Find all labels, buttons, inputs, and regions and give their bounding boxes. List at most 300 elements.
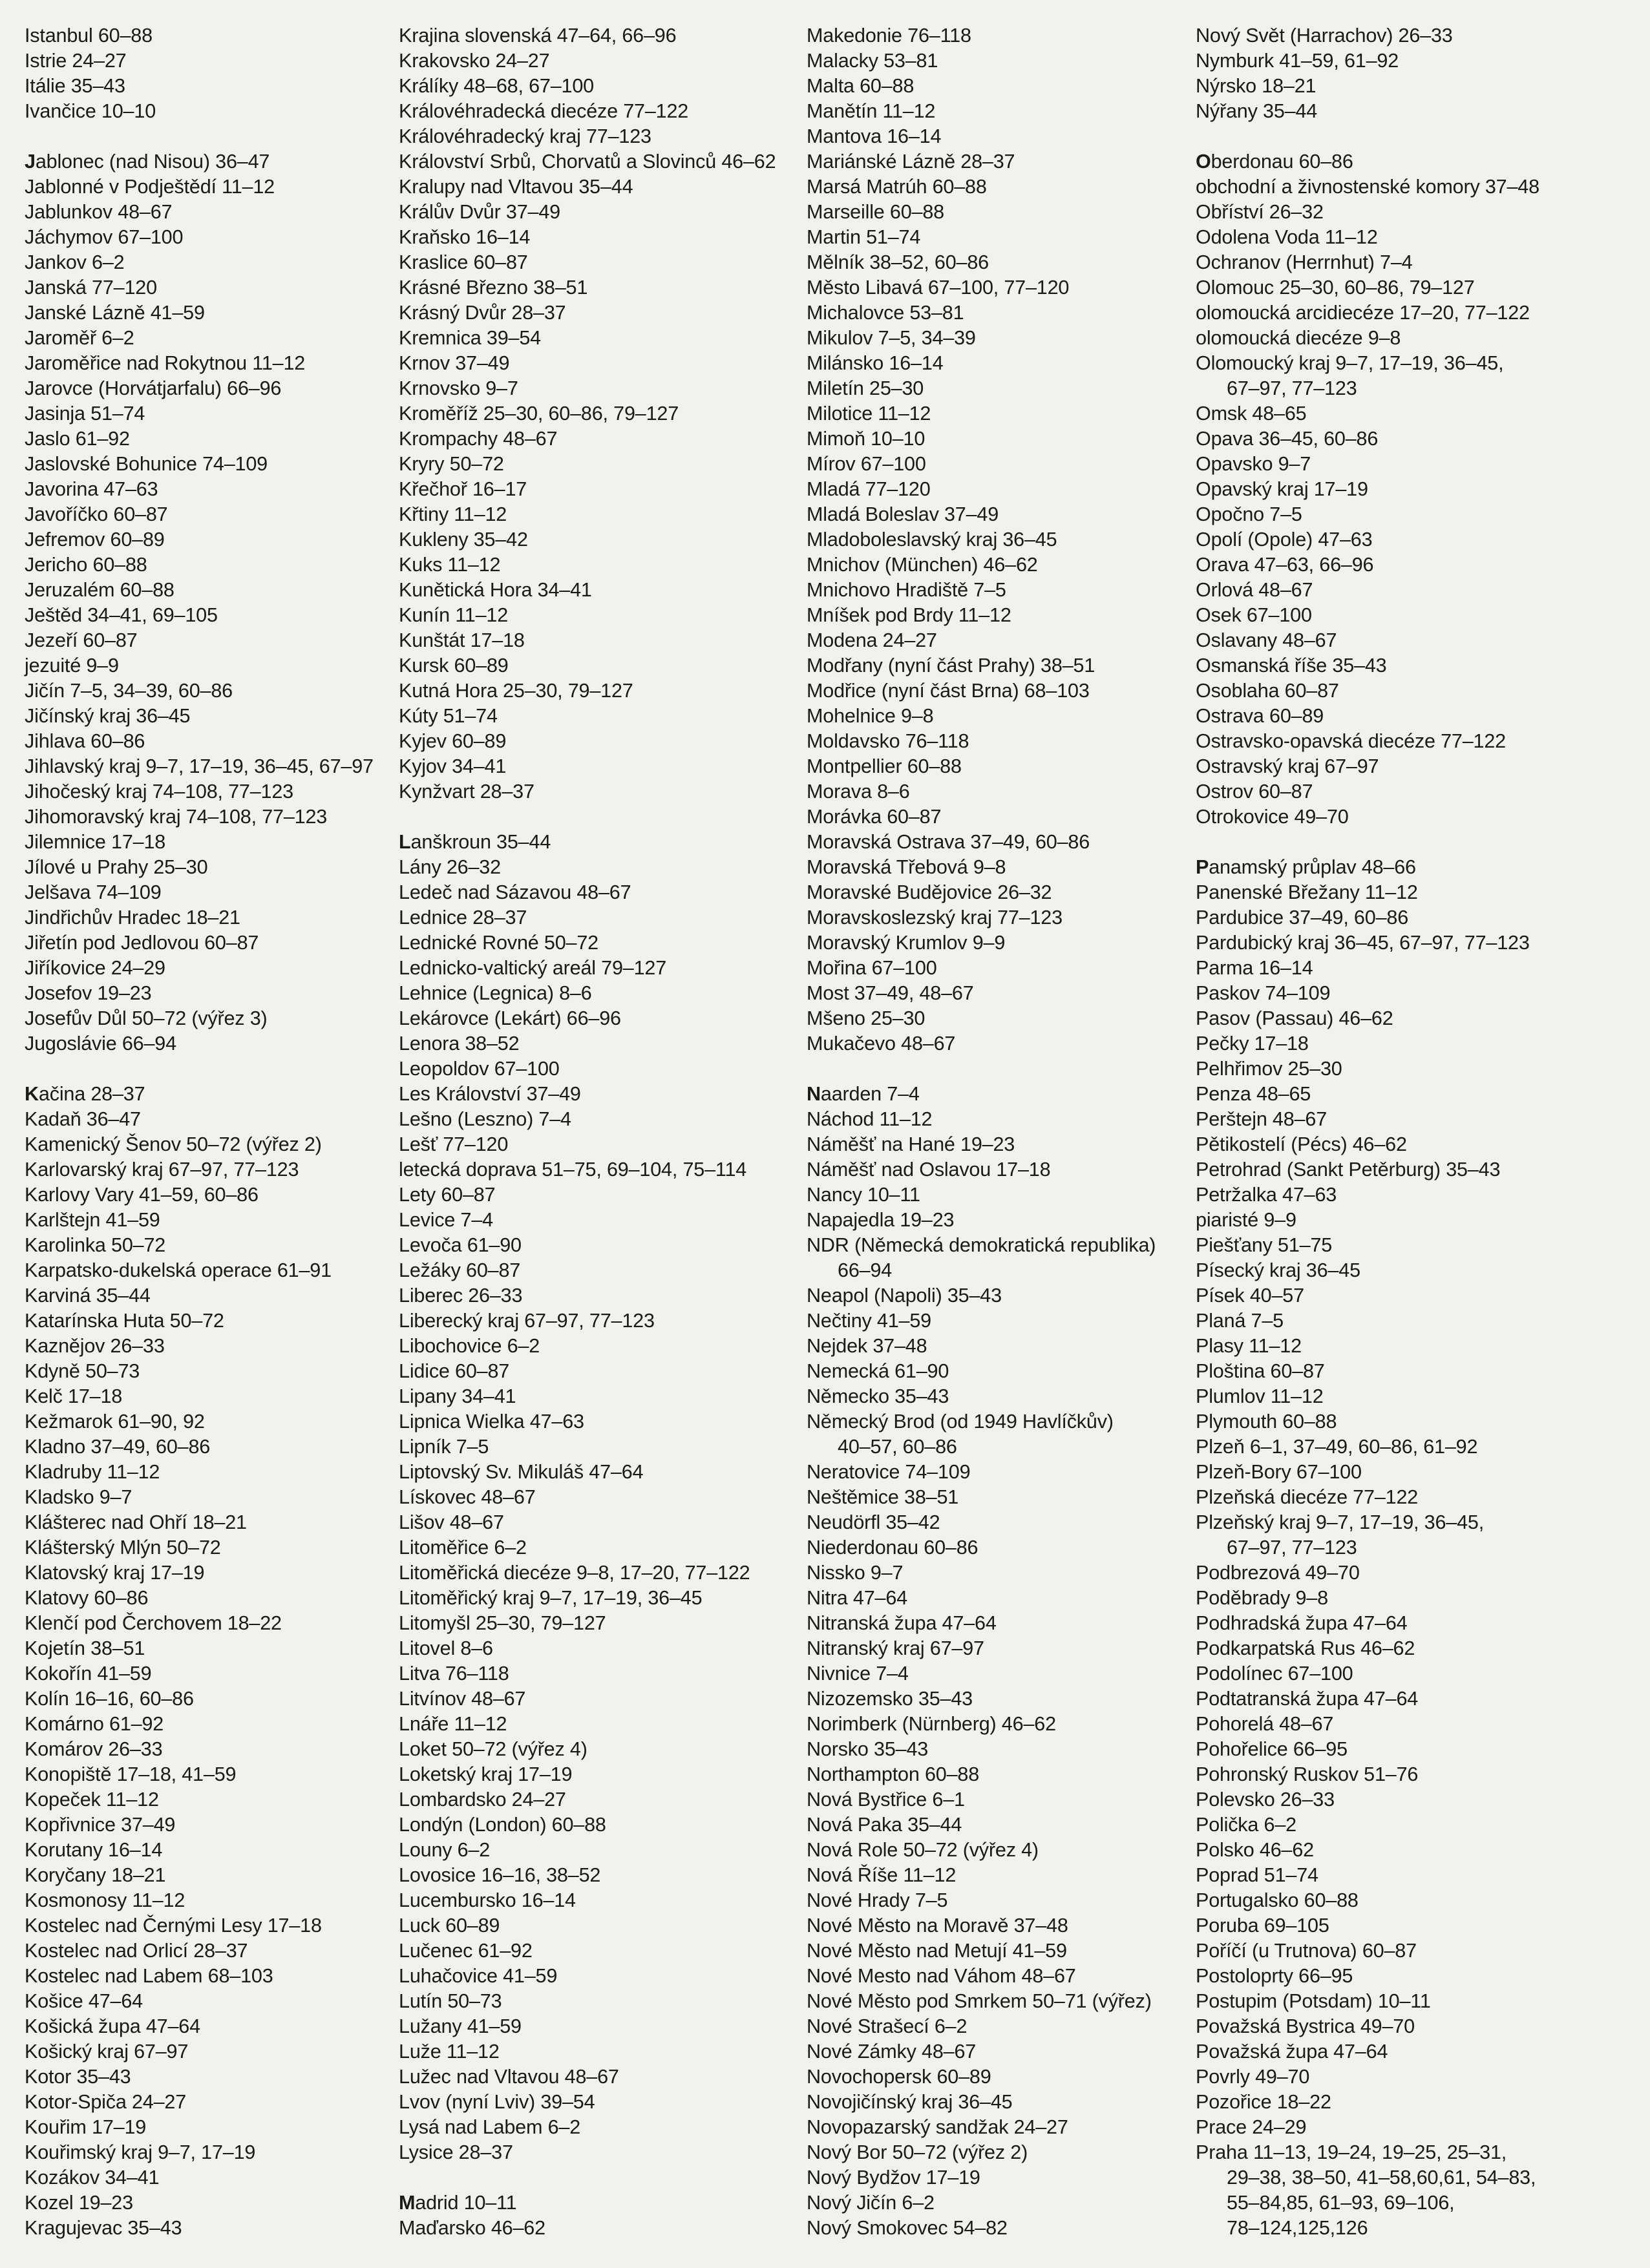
index-entry: Ochranov (Herrnhut) 7–4 — [1196, 251, 1413, 273]
index-entry: Litoměřice 6–2 — [399, 1537, 527, 1559]
index-entry: Nová Bystřice 6–1 — [807, 1789, 965, 1811]
index-entry: Kynžvart 28–37 — [399, 781, 534, 803]
index-entry: Nivnice 7–4 — [807, 1663, 909, 1685]
index-entry: Londýn (London) 60–88 — [399, 1814, 606, 1836]
index-entry-continuation: 67–97, 77–123 — [1227, 1537, 1357, 1559]
index-entry: Neapol (Napoli) 35–43 — [807, 1285, 1002, 1307]
index-entry: Košický kraj 67–97 — [25, 2041, 189, 2063]
index-entry: Klenčí pod Čerchovem 18–22 — [25, 1612, 282, 1634]
index-entry: Plasy 11–12 — [1196, 1335, 1302, 1357]
index-entry: Mělník 38–52, 60–86 — [807, 251, 989, 273]
index-entry: Istanbul 60–88 — [25, 25, 153, 47]
index-entry: Království Srbů, Chorvatů a Slovinců 46–62 — [399, 151, 776, 173]
index-entry: Lanškroun 35–44 — [399, 831, 551, 853]
index-entry: Mírov 67–100 — [807, 453, 926, 475]
index-entry: Luck 60–89 — [399, 1915, 500, 1937]
index-entry: Královéhradecký kraj 77–123 — [399, 125, 651, 147]
index-entry: Northampton 60–88 — [807, 1763, 980, 1785]
index-entry: Jihočeský kraj 74–108, 77–123 — [25, 781, 293, 803]
index-entry: Liberecký kraj 67–97, 77–123 — [399, 1310, 655, 1332]
index-entry: Lipník 7–5 — [399, 1436, 489, 1458]
index-entry: Německo 35–43 — [807, 1385, 949, 1407]
index-entry: Kuks 11–12 — [399, 554, 501, 576]
index-entry: Lekárovce (Lekárt) 66–96 — [399, 1007, 621, 1029]
index-entry: Mladá Boleslav 37–49 — [807, 503, 999, 525]
index-entry: Litoměřický kraj 9–7, 17–19, 36–45 — [399, 1587, 703, 1609]
index-entry: Lužany 41–59 — [399, 2015, 522, 2037]
index-entry: Libochovice 6–2 — [399, 1335, 540, 1357]
index-entry: Jugoslávie 66–94 — [25, 1033, 176, 1055]
index-entry: Náchod 11–12 — [807, 1108, 933, 1130]
index-entry: Pardubice 37–49, 60–86 — [1196, 907, 1409, 929]
index-entry: Klatovy 60–86 — [25, 1587, 149, 1609]
index-entry: Lombardsko 24–27 — [399, 1789, 566, 1811]
index-entry: Pohořelice 66–95 — [1196, 1738, 1348, 1760]
index-entry: Malacky 53–81 — [807, 50, 938, 72]
index-entry: Jílové u Prahy 25–30 — [25, 856, 208, 878]
index-entry: Neratovice 74–109 — [807, 1461, 971, 1483]
index-entry: Mikulov 7–5, 34–39 — [807, 327, 976, 349]
index-entry: Kamenický Šenov 50–72 (výřez 2) — [25, 1133, 322, 1155]
index-entry: Opavsko 9–7 — [1196, 453, 1311, 475]
index-entry: Nové Město pod Smrkem 50–71 (výřez) — [807, 1990, 1152, 2012]
index-entry: piaristé 9–9 — [1196, 1209, 1296, 1231]
index-entry: Křtiny 11–12 — [399, 503, 507, 525]
index-entry: Ostravsko-opavská diecéze 77–122 — [1196, 730, 1506, 752]
index-entry: Ploština 60–87 — [1196, 1360, 1325, 1382]
index-entry: olomoucká diecéze 9–8 — [1196, 327, 1401, 349]
index-entry: Lešť 77–120 — [399, 1133, 509, 1155]
index-entry: Lednice 28–37 — [399, 907, 527, 929]
index-entry: Krnov 37–49 — [399, 352, 510, 374]
index-entry: Jičínský kraj 36–45 — [25, 705, 191, 727]
index-entry: Nitranská župa 47–64 — [807, 1612, 997, 1634]
index-entry: jezuité 9–9 — [25, 655, 119, 677]
index-entry: Praha 11–13, 19–24, 19–25, 25–31, — [1196, 2141, 1507, 2163]
index-entry: Morava 8–6 — [807, 781, 910, 803]
index-entry: Klatovský kraj 17–19 — [25, 1562, 205, 1584]
index-entry: Koryčany 18–21 — [25, 1864, 166, 1886]
index-entry: obchodní a živnostenské komory 37–48 — [1196, 176, 1539, 198]
index-entry: Kozel 19–23 — [25, 2192, 133, 2214]
index-entry: Lučenec 61–92 — [399, 1940, 533, 1962]
index-entry: Niederdonau 60–86 — [807, 1537, 978, 1559]
index-entry: Poruba 69–105 — [1196, 1915, 1329, 1937]
index-entry: Lvov (nyní Lviv) 39–54 — [399, 2091, 595, 2113]
index-entry: Nejdek 37–48 — [807, 1335, 927, 1357]
index-entry: Moravské Budějovice 26–32 — [807, 881, 1052, 903]
index-entry: Lány 26–32 — [399, 856, 501, 878]
index-entry: Jeruzalém 60–88 — [25, 579, 175, 601]
index-entry: Luže 11–12 — [399, 2041, 500, 2063]
index-entry: Odolena Voda 11–12 — [1196, 226, 1378, 248]
index-entry: Lysice 28–37 — [399, 2141, 513, 2163]
index-entry: Josefov 19–23 — [25, 982, 152, 1004]
index-entry: Postoloprty 66–95 — [1196, 1965, 1353, 1987]
index-entry: Polsko 46–62 — [1196, 1839, 1314, 1861]
index-entry: Olomoucký kraj 9–7, 17–19, 36–45, — [1196, 352, 1504, 374]
index-entry: Kralupy nad Vltavou 35–44 — [399, 176, 633, 198]
index-entry-continuation: 29–38, 38–50, 41–58,60,61, 54–83, — [1227, 2167, 1536, 2189]
index-entry: Německý Brod (od 1949 Havlíčkův) — [807, 1411, 1114, 1433]
index-entry: Pelhřimov 25–30 — [1196, 1058, 1342, 1080]
index-column-1 — [25, 23, 386, 2241]
index-entry: Kouřimský kraj 9–7, 17–19 — [25, 2141, 256, 2163]
index-entry: Plzeň-Bory 67–100 — [1196, 1461, 1362, 1483]
index-entry: Orlová 48–67 — [1196, 579, 1313, 601]
index-entry: Milánsko 16–14 — [807, 352, 944, 374]
index-entry: Kúty 51–74 — [399, 705, 498, 727]
index-entry: Kutná Hora 25–30, 79–127 — [399, 680, 633, 702]
index-entry: Nizozemsko 35–43 — [807, 1688, 973, 1710]
index-entry: Kunětická Hora 34–41 — [399, 579, 592, 601]
index-entry: Pohronský Ruskov 51–76 — [1196, 1763, 1419, 1785]
index-entry: Kostelec nad Černými Lesy 17–18 — [25, 1915, 322, 1937]
index-entry: Kladno 37–49, 60–86 — [25, 1436, 211, 1458]
index-entry: Jihlava 60–86 — [25, 730, 145, 752]
index-entry: Jablonec (nad Nisou) 36–47 — [25, 151, 270, 173]
index-entry: Komárov 26–33 — [25, 1738, 163, 1760]
index-entry: Mukačevo 48–67 — [807, 1033, 956, 1055]
index-entry: Lovosice 16–16, 38–52 — [399, 1864, 601, 1886]
index-entry: Kosmonosy 11–12 — [25, 1889, 185, 1911]
index-entry: Pozořice 18–22 — [1196, 2091, 1331, 2113]
index-entry: Jilemnice 17–18 — [25, 831, 166, 853]
index-entry: Levice 7–4 — [399, 1209, 493, 1231]
index-entry: Nissko 9–7 — [807, 1562, 904, 1584]
index-entry: Kojetín 38–51 — [25, 1637, 145, 1659]
index-entry: Levoča 61–90 — [399, 1234, 522, 1256]
index-entry: Novopazarský sandžak 24–27 — [807, 2116, 1068, 2138]
index-entry: Malta 60–88 — [807, 75, 915, 97]
index-entry: Plzeň 6–1, 37–49, 60–86, 61–92 — [1196, 1436, 1478, 1458]
index-entry: Lidice 60–87 — [399, 1360, 510, 1382]
index-entry: Moravskoslezský kraj 77–123 — [807, 907, 1063, 929]
index-entry: Košice 47–64 — [25, 1990, 143, 2012]
index-entry: Moravská Třebová 9–8 — [807, 856, 1006, 878]
index-entry: Poděbrady 9–8 — [1196, 1587, 1328, 1609]
index-entry: Kotor-Spiča 24–27 — [25, 2091, 187, 2113]
index-entry: Jiřetín pod Jedlovou 60–87 — [25, 932, 259, 954]
index-entry: Ledeč nad Sázavou 48–67 — [399, 881, 631, 903]
index-entry: Ostrov 60–87 — [1196, 781, 1313, 803]
index-entry: Podkarpatská Rus 46–62 — [1196, 1637, 1415, 1659]
index-entry: Lenora 38–52 — [399, 1033, 520, 1055]
index-entry: Lysá nad Labem 6–2 — [399, 2116, 581, 2138]
index-entry: Mariánské Lázně 28–37 — [807, 151, 1015, 173]
index-entry: Nový Svět (Harrachov) 26–33 — [1196, 25, 1453, 47]
index-entry-continuation: 78–124,125,126 — [1227, 2217, 1368, 2239]
index-entry: Jezeří 60–87 — [25, 629, 138, 651]
index-entry: Nová Role 50–72 (výřez 4) — [807, 1839, 1039, 1861]
index-entry: Obříství 26–32 — [1196, 201, 1324, 223]
index-entry: Katarínska Huta 50–72 — [25, 1310, 224, 1332]
index-entry: Moldavsko 76–118 — [807, 730, 969, 752]
index-entry: Omsk 48–65 — [1196, 403, 1307, 425]
index-entry: Novojičínský kraj 36–45 — [807, 2091, 1013, 2113]
index-entry: Naarden 7–4 — [807, 1083, 920, 1105]
index-entry-continuation: 67–97, 77–123 — [1227, 377, 1357, 399]
index-entry: Kačina 28–37 — [25, 1083, 145, 1105]
index-entry: Náměšť na Hané 19–23 — [807, 1133, 1015, 1155]
index-entry: Krajina slovenská 47–64, 66–96 — [399, 25, 677, 47]
index-entry: Litoměřická diecéze 9–8, 17–20, 77–122 — [399, 1562, 750, 1584]
index-entry: Polevsko 26–33 — [1196, 1789, 1335, 1811]
index-entry: Portugalsko 60–88 — [1196, 1889, 1359, 1911]
index-entry: Michalovce 53–81 — [807, 302, 964, 324]
index-entry: Nancy 10–11 — [807, 1184, 920, 1206]
index-entry: Neštěmice 38–51 — [807, 1486, 959, 1508]
index-entry: Kostelec nad Orlicí 28–37 — [25, 1940, 248, 1962]
index-entry: Nečtiny 41–59 — [807, 1310, 931, 1332]
index-entry: Karpatsko-dukelská operace 61–91 — [25, 1259, 332, 1281]
index-entry: Moravská Ostrava 37–49, 60–86 — [807, 831, 1090, 853]
index-entry: Oberdonau 60–86 — [1196, 151, 1353, 173]
index-entry: Postupim (Potsdam) 10–11 — [1196, 1990, 1431, 2012]
index-entry: Marseille 60–88 — [807, 201, 944, 223]
index-entry: Kladruby 11–12 — [25, 1461, 160, 1483]
index-entry: Nový Bydžov 17–19 — [807, 2167, 980, 2189]
index-entry: Josefův Důl 50–72 (výřez 3) — [25, 1007, 268, 1029]
index-entry: Kozákov 34–41 — [25, 2167, 160, 2189]
index-entry: Petržalka 47–63 — [1196, 1184, 1337, 1206]
index-entry: Panenské Břežany 11–12 — [1196, 881, 1418, 903]
index-entry: Kotor 35–43 — [25, 2066, 131, 2088]
index-entry: Opava 36–45, 60–86 — [1196, 428, 1379, 450]
index-entry: Podtatranská župa 47–64 — [1196, 1688, 1419, 1710]
index-entry: Jasinja 51–74 — [25, 403, 145, 425]
index-entry: Mantova 16–14 — [807, 125, 942, 147]
index-entry: Nový Bor 50–72 (výřez 2) — [807, 2141, 1028, 2163]
index-entry: Lipany 34–41 — [399, 1385, 516, 1407]
index-entry: Jaroměřice nad Rokytnou 11–12 — [25, 352, 306, 374]
index-entry: Petrohrad (Sankt Petěrburg) 35–43 — [1196, 1159, 1501, 1181]
index-entry: Košická župa 47–64 — [25, 2015, 200, 2037]
index-entry: Ležáky 60–87 — [399, 1259, 521, 1281]
index-entry: Jičín 7–5, 34–39, 60–86 — [25, 680, 233, 702]
index-entry: Považská Bystrica 49–70 — [1196, 2015, 1415, 2037]
index-entry: Litvínov 48–67 — [399, 1688, 526, 1710]
index-entry: Lišov 48–67 — [399, 1511, 504, 1533]
index-entry: Janské Lázně 41–59 — [25, 302, 205, 324]
index-column-4 — [1196, 23, 1609, 2241]
index-entry: Náměšť nad Oslavou 17–18 — [807, 1159, 1051, 1181]
index-entry: Miletín 25–30 — [807, 377, 924, 399]
index-entry: Javoříčko 60–87 — [25, 503, 168, 525]
index-entry: Kdyně 50–73 — [25, 1360, 140, 1382]
index-entry-continuation: 66–94 — [838, 1259, 893, 1281]
index-entry: Mimoň 10–10 — [807, 428, 925, 450]
index-entry: Kragujevac 35–43 — [25, 2217, 182, 2239]
index-entry: Kraslice 60–87 — [399, 251, 528, 273]
index-entry: Otrokovice 49–70 — [1196, 806, 1349, 828]
index-entry: Králův Dvůr 37–49 — [399, 201, 560, 223]
index-entry: Penza 48–65 — [1196, 1083, 1311, 1105]
index-entry: Nové Město nad Metují 41–59 — [807, 1940, 1067, 1962]
index-entry: Karolinka 50–72 — [25, 1234, 166, 1256]
index-entry: Milotice 11–12 — [807, 403, 931, 425]
index-entry: Plumlov 11–12 — [1196, 1385, 1324, 1407]
index-entry: Město Libavá 67–100, 77–120 — [807, 277, 1070, 299]
index-entry: Neudörfl 35–42 — [807, 1511, 940, 1533]
index-entry: Kroměříž 25–30, 60–86, 79–127 — [399, 403, 679, 425]
index-entry: Lednické Rovné 50–72 — [399, 932, 598, 954]
index-entry: Luhačovice 41–59 — [399, 1965, 558, 1987]
index-entry: Nové Zámky 48–67 — [807, 2041, 977, 2063]
index-entry: Pardubický kraj 36–45, 67–97, 77–123 — [1196, 932, 1530, 954]
index-entry: Lety 60–87 — [399, 1184, 496, 1206]
index-entry: Nové Mesto nad Váhom 48–67 — [807, 1965, 1076, 1987]
index-entry: Kursk 60–89 — [399, 655, 509, 677]
index-entry: Kouřim 17–19 — [25, 2116, 147, 2138]
index-entry: Lužec nad Vltavou 48–67 — [399, 2066, 619, 2088]
index-entry: Pětikostelí (Pécs) 46–62 — [1196, 1133, 1407, 1155]
index-entry: Liberec 26–33 — [399, 1285, 523, 1307]
index-entry: Kostelec nad Labem 68–103 — [25, 1965, 273, 1987]
index-entry: Javorina 47–63 — [25, 478, 158, 500]
index-entry: Perštejn 48–67 — [1196, 1108, 1327, 1130]
index-entry: Ostrava 60–89 — [1196, 705, 1324, 727]
index-entry: Jablonné v Podještědí 11–12 — [25, 176, 275, 198]
index-entry: Písecký kraj 36–45 — [1196, 1259, 1360, 1281]
index-entry: Martin 51–74 — [807, 226, 921, 248]
index-entry: Pečky 17–18 — [1196, 1033, 1309, 1055]
index-entry: Kladsko 9–7 — [25, 1486, 132, 1508]
index-entry: Mnichov (München) 46–62 — [807, 554, 1038, 576]
index-entry: Modřice (nyní část Brna) 68–103 — [807, 680, 1090, 702]
index-entry: Nový Smokovec 54–82 — [807, 2217, 1008, 2239]
index-entry: Podhradská župa 47–64 — [1196, 1612, 1408, 1634]
index-entry: Novochopersk 60–89 — [807, 2066, 991, 2088]
index-entry: Plzeňská diecéze 77–122 — [1196, 1486, 1419, 1508]
index-entry: Jindřichův Hradec 18–21 — [25, 907, 240, 929]
index-entry: Jarovce (Horvátjarfalu) 66–96 — [25, 377, 282, 399]
index-entry: Kopeček 11–12 — [25, 1789, 159, 1811]
index-entry: Jaslo 61–92 — [25, 428, 130, 450]
index-entry: Kryry 50–72 — [399, 453, 504, 475]
index-entry: Mořina 67–100 — [807, 957, 937, 979]
index-entry: Litomyšl 25–30, 79–127 — [399, 1612, 606, 1634]
index-entry: Lednicko-valtický areál 79–127 — [399, 957, 667, 979]
index-entry: Lutín 50–73 — [399, 1990, 502, 2012]
index-entry: Krakovsko 24–27 — [399, 50, 550, 72]
index-entry: Modřany (nyní část Prahy) 38–51 — [807, 655, 1095, 677]
index-entry: Komárno 61–92 — [25, 1713, 164, 1735]
index-entry: Lískovec 48–67 — [399, 1486, 536, 1508]
index-entry: Klášterský Mlýn 50–72 — [25, 1537, 221, 1559]
index-entry: Istrie 24–27 — [25, 50, 127, 72]
index-entry: Loketský kraj 17–19 — [399, 1763, 573, 1785]
index-entry: Povrly 49–70 — [1196, 2066, 1310, 2088]
index-entry: Osoblaha 60–87 — [1196, 680, 1339, 702]
index-entry: Považská župa 47–64 — [1196, 2041, 1388, 2063]
index-entry: Opolí (Opole) 47–63 — [1196, 529, 1373, 551]
index-entry: Písek 40–57 — [1196, 1285, 1304, 1307]
index-entry: Madrid 10–11 — [399, 2192, 517, 2214]
index-entry: Mšeno 25–30 — [807, 1007, 925, 1029]
index-entry: Nové Strašecí 6–2 — [807, 2015, 968, 2037]
index-entry: Modena 24–27 — [807, 629, 937, 651]
index-entry: Jihlavský kraj 9–7, 17–19, 36–45, 67–97 — [25, 755, 374, 777]
index-entry: Mladoboleslavský kraj 36–45 — [807, 529, 1057, 551]
index-entry: Krásný Dvůr 28–37 — [399, 302, 566, 324]
index-entry: Piešťany 51–75 — [1196, 1234, 1333, 1256]
index-entry: Poprad 51–74 — [1196, 1864, 1318, 1886]
index-entry: Kukleny 35–42 — [399, 529, 528, 551]
index-entry: Nymburk 41–59, 61–92 — [1196, 50, 1399, 72]
index-entry: Les Království 37–49 — [399, 1083, 581, 1105]
index-entry: Jericho 60–88 — [25, 554, 147, 576]
index-entry: Orava 47–63, 66–96 — [1196, 554, 1374, 576]
index-entry: Kaznějov 26–33 — [25, 1335, 165, 1357]
index-entry: Karlštejn 41–59 — [25, 1209, 160, 1231]
index-entry: Moravský Krumlov 9–9 — [807, 932, 1006, 954]
index-entry: Nová Paka 35–44 — [807, 1814, 962, 1836]
index-entry: Mohelnice 9–8 — [807, 705, 934, 727]
index-entry: Kyjev 60–89 — [399, 730, 507, 752]
index-entry: Jelšava 74–109 — [25, 881, 162, 903]
index-entry: Leopoldov 67–100 — [399, 1058, 560, 1080]
index-entry: Nitra 47–64 — [807, 1587, 907, 1609]
index-entry: Plzeňský kraj 9–7, 17–19, 36–45, — [1196, 1511, 1485, 1533]
index-entry: Jefremov 60–89 — [25, 529, 165, 551]
index-entry: Kadaň 36–47 — [25, 1108, 141, 1130]
index-entry: Karlovarský kraj 67–97, 77–123 — [25, 1159, 299, 1181]
index-entry: Panamský průplav 48–66 — [1196, 856, 1416, 878]
index-entry: Planá 7–5 — [1196, 1310, 1284, 1332]
index-entry: Podolínec 67–100 — [1196, 1663, 1353, 1685]
index-entry: Osek 67–100 — [1196, 604, 1312, 626]
index-entry: Kunštát 17–18 — [399, 629, 525, 651]
index-entry: Marsá Matrúh 60–88 — [807, 176, 987, 198]
index-entry: Jáchymov 67–100 — [25, 226, 184, 248]
index-entry: Královéhradecká diecéze 77–122 — [399, 100, 689, 122]
index-entry: Maďarsko 46–62 — [399, 2217, 545, 2239]
index-entry: Nemecká 61–90 — [807, 1360, 949, 1382]
index-entry: Opavský kraj 17–19 — [1196, 478, 1368, 500]
index-entry: Kremnica 39–54 — [399, 327, 541, 349]
index-entry: Jihomoravský kraj 74–108, 77–123 — [25, 806, 328, 828]
index-entry: Nýrsko 18–21 — [1196, 75, 1317, 97]
index-entry: letecká doprava 51–75, 69–104, 75–114 — [399, 1159, 747, 1181]
index-entry-continuation: 55–84,85, 61–93, 69–106, — [1227, 2192, 1455, 2214]
index-entry: Kelč 17–18 — [25, 1385, 123, 1407]
index-entry: Norimberk (Nürnberg) 46–62 — [807, 1713, 1056, 1735]
index-entry: Nové Město na Moravě 37–48 — [807, 1915, 1068, 1937]
index-entry: Podbrezová 49–70 — [1196, 1562, 1360, 1584]
index-entry: Kunín 11–12 — [399, 604, 509, 626]
index-entry: Jablunkov 48–67 — [25, 201, 173, 223]
index-entry: Makedonie 76–118 — [807, 25, 971, 47]
index-column-2 — [399, 23, 787, 2241]
index-entry: Ostravský kraj 67–97 — [1196, 755, 1379, 777]
index-entry: Pohorelá 48–67 — [1196, 1713, 1334, 1735]
index-entry: Jaroměř 6–2 — [25, 327, 134, 349]
index-entry: Norsko 35–43 — [807, 1738, 929, 1760]
index-entry: Napajedla 19–23 — [807, 1209, 955, 1231]
index-entry: Ještěd 34–41, 69–105 — [25, 604, 218, 626]
index-entry: Nový Jičín 6–2 — [807, 2192, 935, 2214]
index-entry: Litovel 8–6 — [399, 1637, 493, 1659]
index-entry: Lnáře 11–12 — [399, 1713, 507, 1735]
index-entry: Oslavany 48–67 — [1196, 629, 1337, 651]
index-entry: Jiříkovice 24–29 — [25, 957, 165, 979]
index-entry: Liptovský Sv. Mikuláš 47–64 — [399, 1461, 644, 1483]
index-entry: Korutany 16–14 — [25, 1839, 163, 1861]
index-entry: Kolín 16–16, 60–86 — [25, 1688, 194, 1710]
index-entry: Plymouth 60–88 — [1196, 1411, 1337, 1433]
index-entry: Karlovy Vary 41–59, 60–86 — [25, 1184, 259, 1206]
